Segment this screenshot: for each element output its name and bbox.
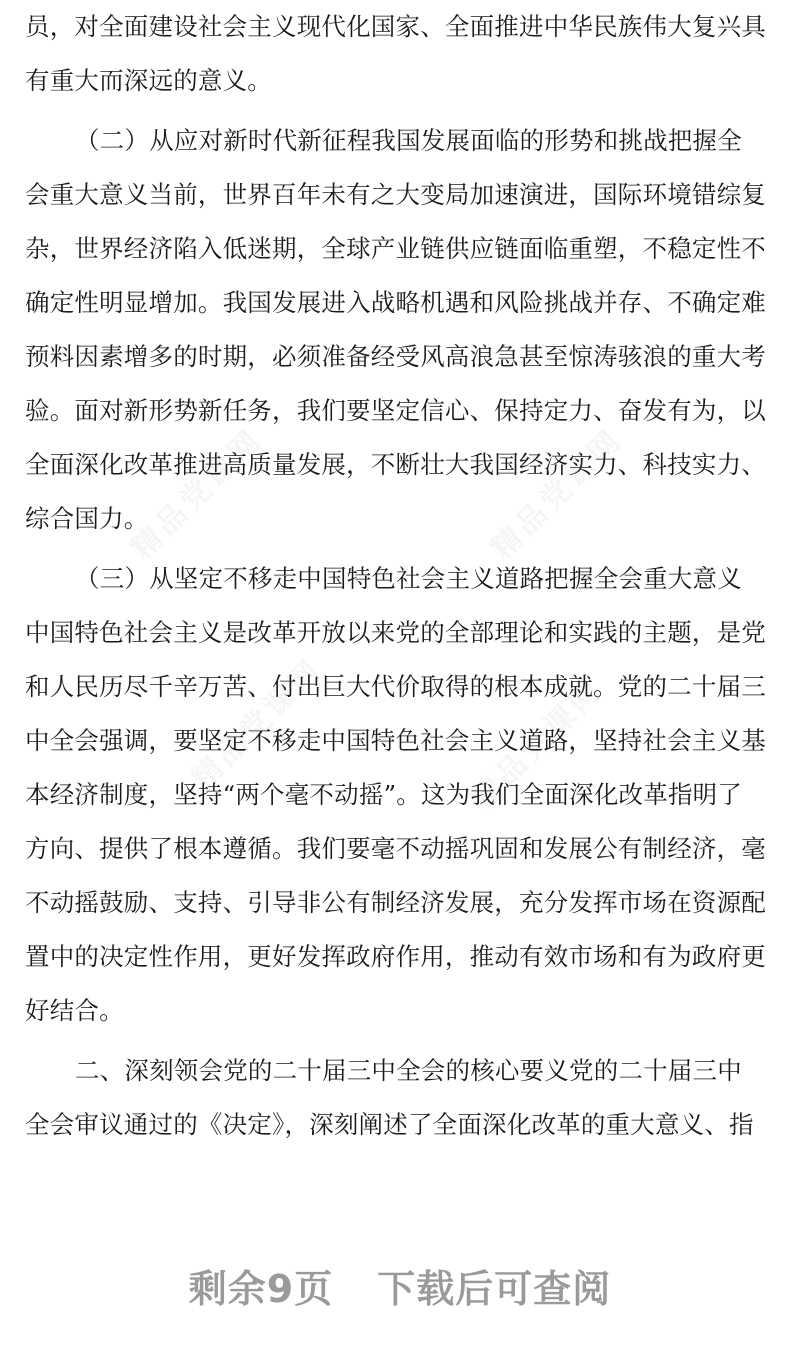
- section-heading-3: （三）从坚定不移走中国特色社会主义道路把握全会重大意义: [75, 564, 742, 593]
- text-line-10: 综合国力。: [25, 504, 149, 533]
- text-line-14: 中全会强调，要坚定不移走中国特色社会主义道路，坚持社会主义基: [25, 726, 766, 755]
- watermark-3: 精品党课网: [184, 651, 330, 797]
- watermark-1: 精品党课网: [124, 421, 270, 567]
- text-line-19: 好结合。: [25, 996, 124, 1025]
- text-line-9: 全面深化改革推进高质量发展，不断壮大我国经济实力、科技实力、: [25, 450, 766, 479]
- watermark-4: 精品党课网: [464, 671, 610, 817]
- watermark-2: 精品党课网: [484, 421, 630, 567]
- text-line-4: 会重大意义当前，世界百年未有之大变局加速演进，国际环境错综复: [25, 180, 766, 209]
- text-line-8: 验。面对新形势新任务，我们要坚定信心、保持定力、奋发有为，以: [25, 396, 766, 425]
- text-line-16: 方向、提供了根本遵循。我们要毫不动摇巩固和发展公有制经济，毫: [25, 834, 766, 863]
- remaining-pages-label: 剩余9页: [188, 1267, 334, 1311]
- text-line-1: 员，对全面建设社会主义现代化国家、全面推进中华民族伟大复兴具: [25, 12, 766, 41]
- text-line-17: 不动摇鼓励、支持、引导非公有制经济发展，充分发挥市场在资源配: [25, 888, 766, 917]
- text-line-5: 杂，世界经济陷入低迷期，全球产业链供应链面临重塑，不稳定性不: [25, 234, 766, 263]
- text-line-7: 预料因素增多的时期，必须准备经受风高浪急甚至惊涛骇浪的重大考: [25, 342, 766, 371]
- section-heading-part-2: 二、深刻领会党的二十届三中全会的核心要义党的二十届三中: [75, 1056, 742, 1085]
- text-line-21: 全会审议通过的《决定》，深刻阐述了全面深化改革的重大意义、指: [25, 1110, 754, 1139]
- text-line-2: 有重大而深远的意义。: [25, 66, 272, 95]
- download-to-view-label: 下载后可查阅: [377, 1267, 612, 1311]
- text-line-15: 本经济制度，坚持“两个毫不动摇”。这为我们全面深化改革指明了: [25, 780, 743, 809]
- text-line-13: 和人民历尽千辛万苦、付出巨大代价取得的根本成就。党的二十届三: [25, 672, 766, 701]
- text-line-6: 确定性明显增加。我国发展进入战略机遇和风险挑战并存、不确定难: [25, 288, 766, 317]
- document-body: [25, 0, 777, 1152]
- section-heading-2: （二）从应对新时代新征程我国发展面临的形势和挑战把握全: [75, 126, 742, 155]
- download-prompt[interactable]: [0, 1258, 800, 1313]
- text-line-18: 置中的决定性作用，更好发挥政府作用，推动有效市场和有为政府更: [25, 942, 766, 971]
- text-line-12: 中国特色社会主义是改革开放以来党的全部理论和实践的主题，是党: [25, 618, 766, 647]
